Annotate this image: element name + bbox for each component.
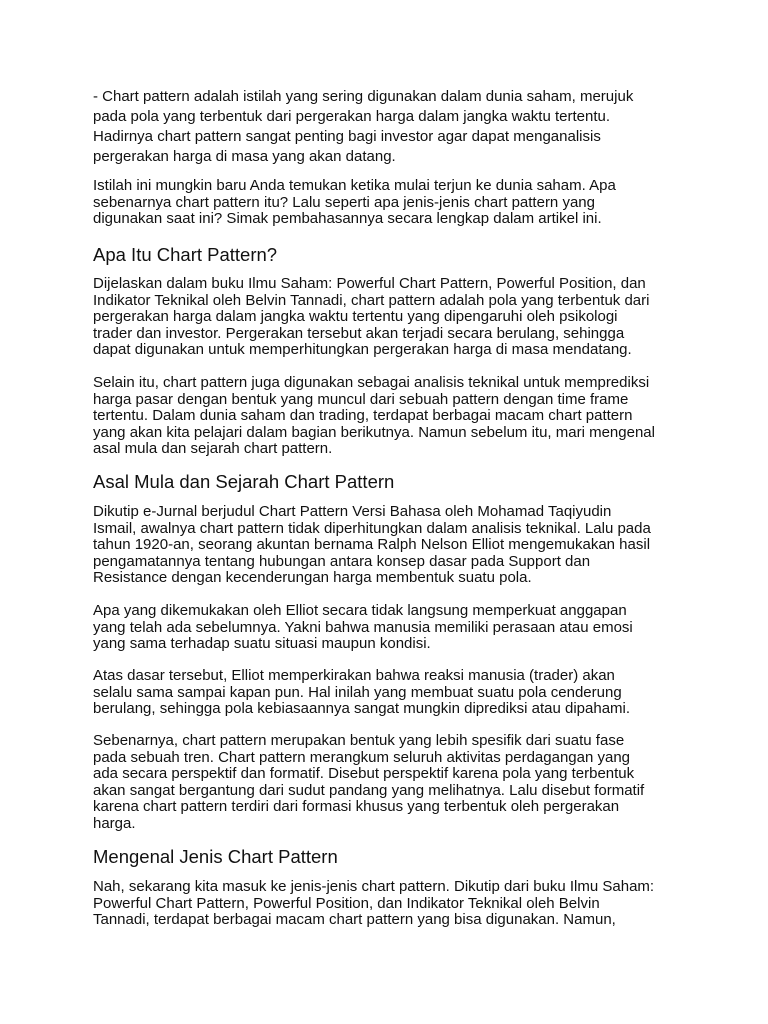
text-line: Nah, sekarang kita masuk ke jenis-jenis chart pattern. Dikutip dari buku Ilmu Saham:: [93, 878, 655, 895]
paragraph-7: [93, 733, 683, 833]
text-line: pada sebuah tren. Chart pattern merangkum seluruh aktivitas perdagangan yang: [93, 748, 631, 766]
text-line: trader dan investor. Pergerakan tersebut akan terjadi secara berulang, sehingga: [93, 324, 625, 342]
text-line: Indikator Teknikal oleh Belvin Tannadi, chart pattern adalah pola yang terbentuk dari: [93, 291, 650, 309]
paragraph-6: [93, 668, 683, 718]
text-line: yang telah ada sebelumnya. Yakni bahwa manusia memiliki perasaan atau emosi: [93, 618, 633, 636]
text-line: berulang, sehingga pola kebiasaannya sangat mungkin diprediksi atau dipahami.: [93, 700, 631, 718]
text-line: Ismail, awalnya chart pattern tidak diperhitungkan dalam analisis teknikal. Lalu pada: [93, 519, 651, 537]
paragraph-5: [93, 603, 683, 653]
text-line: Atas dasar tersebut, Elliot memperkirakan bahwa reaksi manusia (trader) akan: [93, 667, 615, 684]
text-line: Resistance dengan kecenderungan harga membentuk suatu pola.: [93, 569, 532, 587]
text-line: Hadirnya chart pattern sangat penting bagi investor agar dapat menganalisis: [93, 128, 601, 145]
section-heading-3: Mengenal Jenis Chart Pattern: [93, 846, 338, 867]
text-line: Selain itu, chart pattern juga digunakan sebagai analisis teknikal untuk memprediksi: [93, 374, 650, 391]
text-line: Dijelaskan dalam buku Ilmu Saham: Powerful Chart Pattern, Powerful Position, dan: [93, 275, 646, 292]
text-line: Istilah ini mungkin baru Anda temukan ketika mulai terjun ke dunia saham. Apa: [93, 177, 616, 194]
text-line: Tannadi, terdapat berbagai macam chart pattern yang bisa digunakan. Namun,: [93, 911, 616, 929]
text-line: selalu sama sampai kapan pun. Hal inilah yang membuat suatu pola cenderung: [93, 683, 622, 701]
text-line: Powerful Chart Pattern, Powerful Position, dan Indikator Teknikal oleh Belvin: [93, 894, 600, 912]
text-line: karena chart pattern terdiri dari formasi khusus yang terbentuk oleh pergerakan: [93, 798, 620, 816]
paragraph-2: [93, 276, 683, 359]
text-line: - Chart pattern adalah istilah yang sering digunakan dalam dunia saham, merujuk: [93, 88, 634, 105]
text-line: pergerakan harga di masa yang akan datang.: [93, 148, 396, 165]
section-heading-1: Apa Itu Chart Pattern?: [93, 244, 278, 265]
text-line: asal mula dan sejarah chart pattern.: [93, 440, 333, 458]
text-line: pergerakan harga dalam jangka waktu tertentu yang dipengaruhi oleh psikologi: [93, 308, 618, 326]
text-line: harga.: [93, 814, 136, 832]
paragraph-3: [93, 375, 683, 458]
text-line: yang akan kita pelajari dalam bagian berikutnya. Namun sebelum itu, mari mengenal: [93, 423, 655, 441]
text-line: digunakan saat ini? Simak pembahasannya secara lengkap dalam artikel ini.: [93, 210, 602, 228]
text-line: ada secara perspektif dan formatif. Disebut perspektif karena pola yang terbentuk: [93, 765, 635, 783]
text-line: harga pasar dengan bentuk yang muncul dari sebuah pattern dengan time frame: [93, 390, 629, 408]
paragraph-4: [93, 504, 683, 587]
text-line: pada pola yang terbentuk dari pergerakan harga dalam jangka waktu tertentu.: [93, 108, 611, 125]
text-line: sebenarnya chart pattern itu? Lalu seperti apa jenis-jenis chart pattern yang: [93, 193, 595, 211]
text-line: Sebenarnya, chart pattern merupakan bentuk yang lebih spesifik dari suatu fase: [93, 732, 625, 749]
section-heading-2: Asal Mula dan Sejarah Chart Pattern: [93, 471, 395, 492]
paragraph-8: [93, 879, 683, 929]
text-line: Dikutip e-Jurnal berjudul Chart Pattern Versi Bahasa oleh Mohamad Taqiyudin: [93, 503, 612, 520]
text-line: tahun 1920-an, seorang akuntan bernama Ralph Nelson Elliot mengemukakan hasil: [93, 536, 651, 554]
paragraph-1: [93, 178, 683, 228]
text-line: akan sangat bergantung dari sudut pandang yang melihatnya. Lalu disebut formatif: [93, 781, 645, 799]
text-line: pengamatannya tentang hubungan antara konsep dasar pada Support dan: [93, 552, 591, 570]
text-line: Apa yang dikemukakan oleh Elliot secara tidak langsung memperkuat anggapan: [93, 602, 627, 619]
intro-paragraph: [93, 87, 683, 167]
text-line: yang sama terhadap suatu situasi maupun kondisi.: [93, 635, 431, 653]
text-line: dapat digunakan untuk memperhitungkan pergerakan harga di masa mendatang.: [93, 341, 632, 359]
text-line: tertentu. Dalam dunia saham dan trading, terdapat berbagai macam chart pattern: [93, 407, 633, 425]
